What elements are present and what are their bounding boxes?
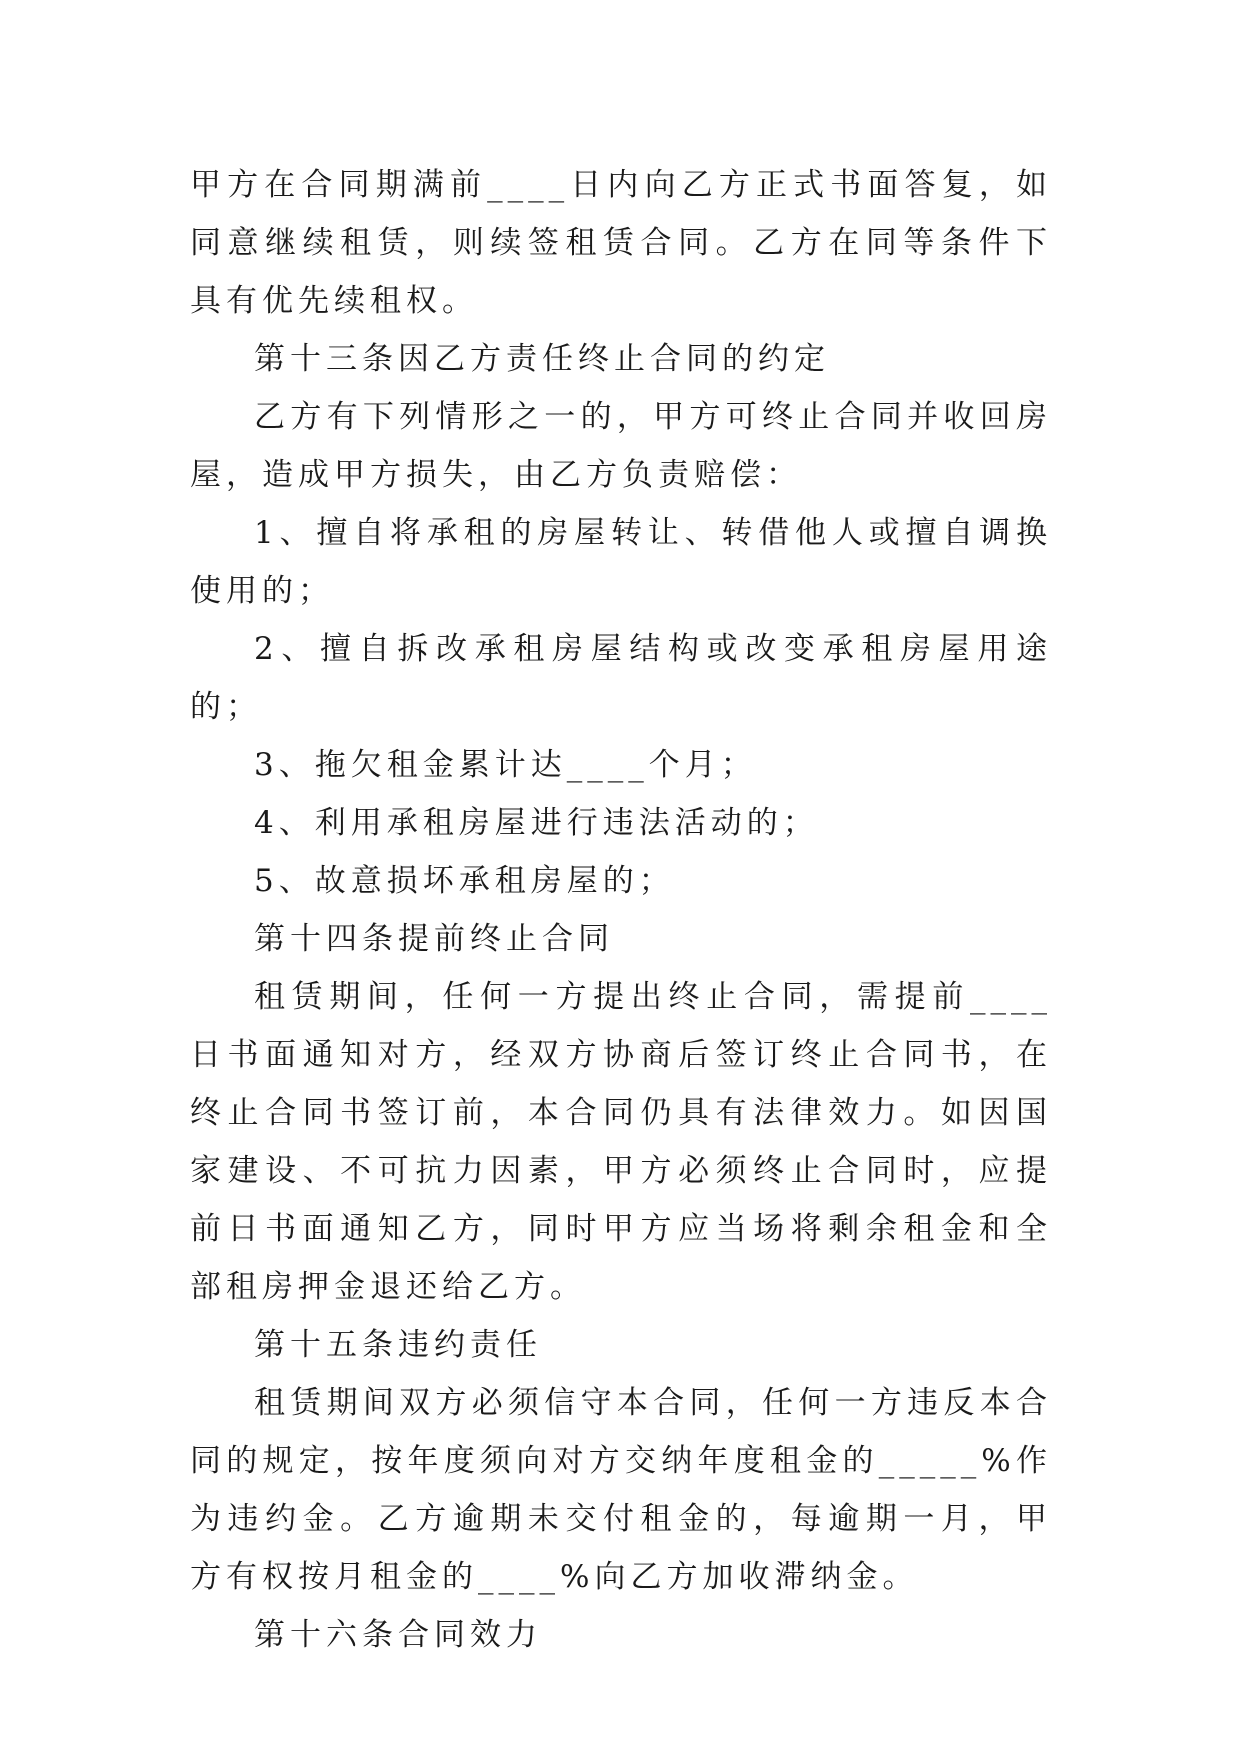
heading-article-16: 第十六条合同效力	[254, 1617, 542, 1653]
list-item-5: 5、故意损坏承租房屋的；	[254, 863, 675, 899]
heading-article-15: 第十五条违约责任	[254, 1327, 542, 1363]
paragraph-renewal-reply: 甲方在合同期满前____日内向乙方正式书面答复，如同意继续租赁，则续签租赁合同。乙方在同等条件下具有优先续租权。	[190, 167, 1052, 319]
paragraph-breach-liability: 租赁期间双方必须信守本合同，任何一方违反本合同的规定，按年度须向对方交纳年度租金的_____%作为违约金。乙方逾期未交付租金的，每逾期一月，甲方有权按月租金的____%向乙方加收滞纳金。	[190, 1385, 1052, 1595]
heading-article-14: 第十四条提前终止合同	[254, 921, 614, 957]
list-item-1: 1、擅自将承租的房屋转让、转借他人或擅自调换使用的；	[190, 515, 1052, 609]
list-item-4: 4、利用承租房屋进行违法活动的；	[254, 805, 819, 841]
list-item-3: 3、拖欠租金累计达____个月；	[254, 747, 757, 783]
heading-article-13: 第十三条因乙方责任终止合同的约定	[254, 341, 830, 377]
paragraph-termination-conditions: 乙方有下列情形之一的，甲方可终止合同并收回房屋，造成甲方损失，由乙方负责赔偿：	[190, 399, 1052, 493]
paragraph-early-termination: 租赁期间，任何一方提出终止合同，需提前____日书面通知对方，经双方协商后签订终止合同书，在终止合同书签订前，本合同仍具有法律效力。如因国家建设、不可抗力因素，甲方必须终止合同时，应提前日书面通知乙方，同时甲方应当场将剩余租金和全部租房押金退还给乙方。	[190, 979, 1052, 1305]
document-body	[190, 156, 1052, 1664]
list-item-2: 2、擅自拆改承租房屋结构或改变承租房屋用途的；	[190, 631, 1052, 725]
